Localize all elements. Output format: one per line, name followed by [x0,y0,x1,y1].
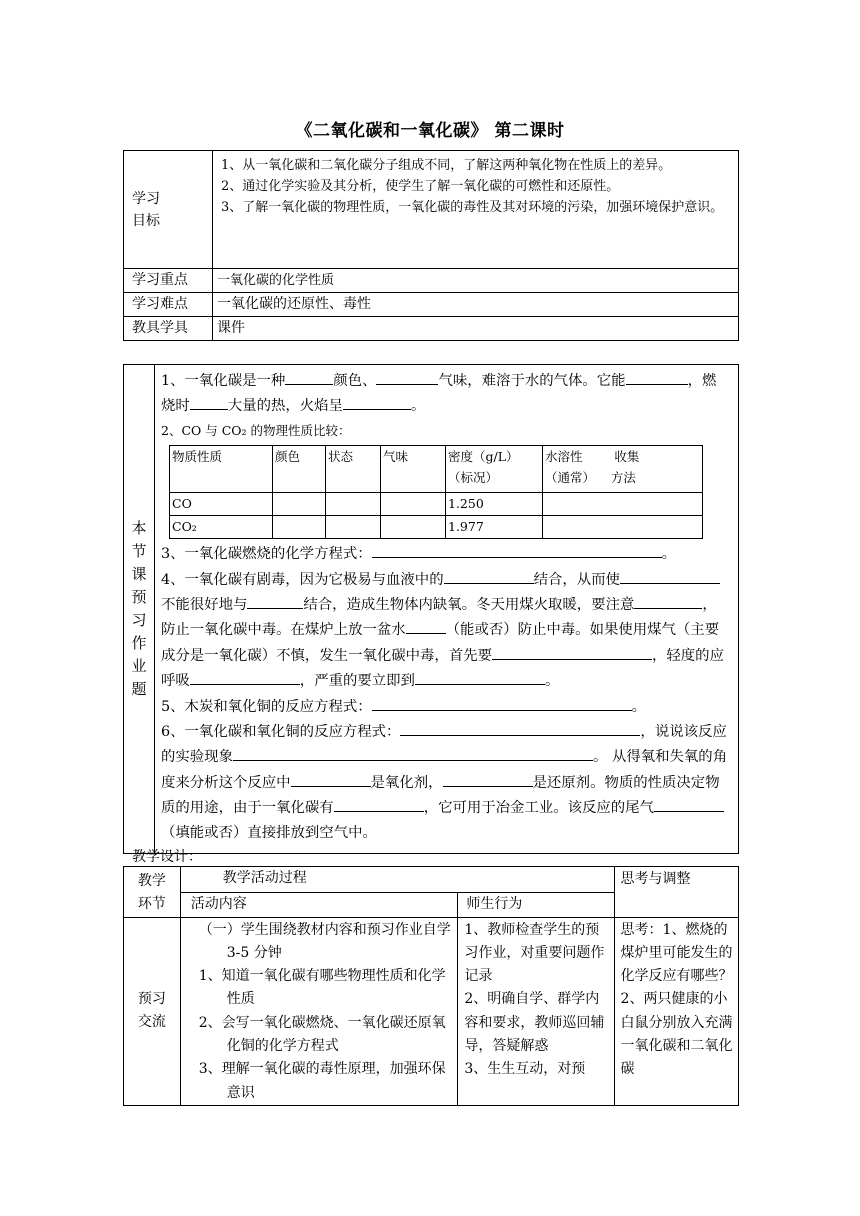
question-1: 1、一氧化碳是一种 颜色、 气味，难溶于水的气体。它能 ，燃烧时 大量的热，火焰呈 。 [161,368,730,419]
answer-blank[interactable] [334,795,424,812]
goals-table [123,150,739,341]
answer-blank[interactable] [233,744,593,761]
preview-table [123,364,739,854]
answer-blank[interactable] [626,368,688,385]
header-smell: 气味 [381,446,446,493]
goal-item: 2、通过化学实验及其分析，使学生了解一氧化碳的可燃性和还原性。 [221,179,620,194]
answer-blank[interactable] [634,592,702,609]
substance-name: CO [170,493,273,516]
tools-value: 课件 [213,317,739,341]
answer-blank[interactable] [291,770,371,787]
key-point-value: 一氧化碳的化学性质 [213,269,739,293]
tools-label: 教具学具 [124,317,213,341]
question-2-title: 2、CO 与 CO₂ 的物理性质比较： [161,422,351,438]
answer-blank[interactable] [415,668,545,685]
answer-blank[interactable] [406,617,446,634]
header-color: 颜色 [273,446,326,493]
density-value: 1.977 [446,516,543,539]
header-solubility-collection: 水溶性 收集 （通常） 方法 [543,446,703,493]
reflect-cell: 思考：1、燃烧的煤炉里可能发生的化学反应有哪些？ 2、两只健康的小白鼠分别放入充满一氧化碳和二氧化碳 [614,917,738,1105]
goal-item: 3、了解一氧化碳的物理性质，一氧化碳的毒性及其对环境的污染，加强环境保护意识。 [221,200,724,215]
design-table [123,866,739,1106]
substance-name: CO₂ [170,516,273,539]
header-activity: 活动内容 [180,892,458,917]
header-substance: 物质性质 [170,446,273,493]
answer-blank[interactable] [372,541,662,558]
header-density: 密度（g/L） （标况） [446,446,543,493]
answer-blank[interactable] [376,368,438,385]
stage-cell: 预习 交流 [124,917,181,1105]
goals-content [213,151,739,269]
answer-blank[interactable] [400,719,640,736]
question-4: 4、一氧化碳有剧毒，因为它极易与血液中的 结合，从而使不能很好地与 结合，造成生物体内缺氧。冬天用煤火取暖，要注意 ，防止一氧化碳中毒。在煤炉上放一盆水 （能或否）防止中毒。如果使用煤气（主要成分是一氧化碳）不慎，发生一氧化碳中毒，首先要 ，轻度的应呼吸 ，严重的要立即到 。 [161,567,730,694]
behavior-cell: 1、教师检查学生的预习作业，对重要问题作记录 2、明确自学、群学内容和要求，教师巡回辅导，答疑解惑 3、生生互动，对预 [458,917,614,1105]
preview-content [155,365,739,854]
answer-blank[interactable] [343,393,411,410]
question-5: 5、木炭和氧化铜的反应方程式： 。 [161,694,730,719]
activity-cell: （一）学生围绕教材内容和预习作业自学 3-5 分钟 1、知道一氧化碳有哪些物理性质和化学性质 2、会写一氧化碳燃烧、一氧化碳还原氧化铜的化学方程式 3、理解一氧化碳的毒性原理，加强环保意识 [180,917,458,1105]
difficulty-value: 一氧化碳的还原性、毒性 [213,293,739,317]
answer-blank[interactable] [285,368,333,385]
design-label: 教学设计： [132,849,202,865]
key-point-label: 学习重点 [124,269,213,293]
header-behavior: 师生行为 [458,892,614,917]
page-title: 《二氧化碳和一氧化碳》 第二课时 [295,121,565,141]
answer-blank[interactable] [372,694,632,711]
answer-blank[interactable] [492,643,652,660]
property-table [169,445,703,539]
answer-blank[interactable] [190,668,300,685]
difficulty-label: 学习难点 [124,293,213,317]
question-6: 6、一氧化碳和氧化铜的反应方程式： ，说说该反应的实验现象 。 从得氧和失氧的角度来分析这个反应中 是氧化剂， 是还原剂。物质的性质决定物质的用途，由于一氧化碳有 ，它可用于冶金工业。该反应的尾气（填能或否）直接排放到空气中。 [161,719,730,845]
header-stage: 教学 环节 [124,867,181,918]
goal-item: 1、从一氧化碳和二氧化碳分子组成不同，了解这两种氧化物在性质上的差异。 [221,158,672,173]
answer-blank[interactable] [190,393,228,410]
goals-label: 学习 目标 [124,151,213,269]
header-state: 状态 [326,446,381,493]
table-row [170,516,703,539]
header-reflect: 思考与调整 [614,867,738,918]
question-3: 3、一氧化碳燃烧的化学方程式： 。 [161,541,730,566]
answer-blank[interactable] [620,567,720,584]
answer-blank[interactable] [247,592,303,609]
answer-blank[interactable] [444,567,534,584]
answer-blank[interactable] [443,770,533,787]
preview-label: 本 节 课 预 习 作 业 题 [124,365,155,854]
answer-blank[interactable] [654,795,724,812]
table-row [170,493,703,516]
header-process: 教学活动过程 [180,867,614,893]
density-value: 1.250 [446,493,543,516]
